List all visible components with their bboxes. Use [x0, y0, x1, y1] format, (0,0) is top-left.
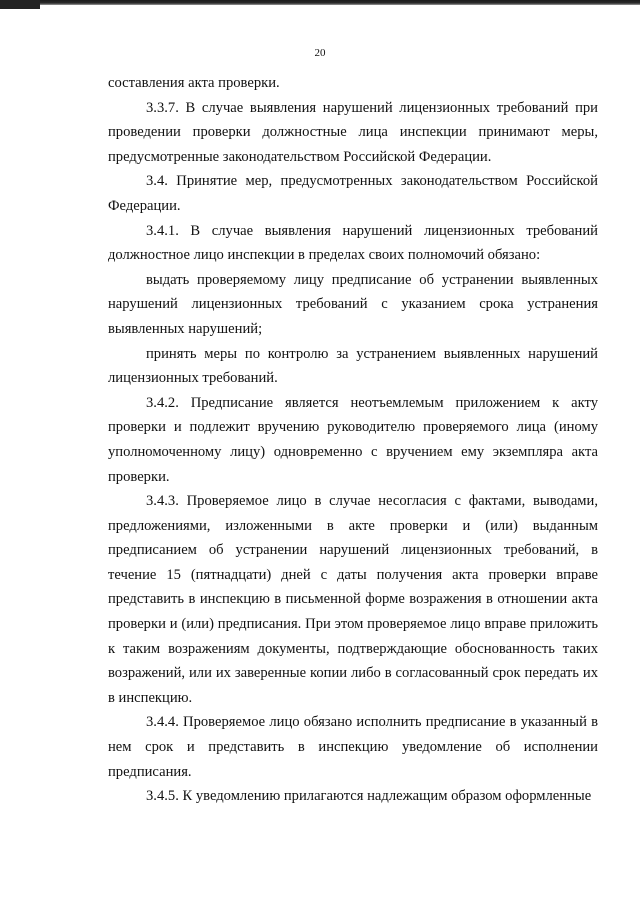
paragraph-list-item-issue-order: выдать проверяемому лицу предписание об устранении выявленных нарушений лицензионных требований с указанием срока устранения выявленных нарушений;	[108, 271, 598, 337]
paragraph-3-4-3: 3.4.3. Проверяемое лицо в случае несогласия с фактами, выводами, предложениями, изложенными в акте проверки и (или) выданным предписанием об устранении нарушений лицензионных требований, в течение 15 (пятнадцати) дней с даты получения акта проверки вправе представить в инспекцию в письменной форме возражения в отношении акта проверки и (или) предписания. При этом проверяемое лицо вправе приложить к таким возражениям документы, подтверждающие обоснованность таких возражений, или их заверенные копии либо в согласованный срок передать их в инспекцию.	[108, 493, 598, 706]
paragraph-3-4: 3.4. Принятие мер, предусмотренных законодательством Российской Федерации.	[108, 173, 598, 214]
paragraph-3-4-1: 3.4.1. В случае выявления нарушений лицензионных требований должностное лицо инспекции в пределах своих полномочий обязано:	[108, 222, 598, 264]
document-body	[108, 71, 598, 809]
paragraph-continuation: составления акта проверки.	[108, 75, 280, 91]
paragraph-3-4-2: 3.4.2. Предписание является неотъемлемым приложением к акту проверки и подлежит вручению руководителю проверяемого лица (иному уполномоченному лицу) одновременно с вручением ему экземпляра акта проверки.	[108, 394, 598, 485]
scan-corner-shadow	[0, 0, 40, 9]
paragraph-3-4-5: 3.4.5. К уведомлению прилагаются надлежащим образом оформленные	[146, 788, 592, 805]
page-number: 20	[314, 47, 326, 59]
scan-top-edge	[0, 0, 640, 5]
paragraph-3-3-7: 3.3.7. В случае выявления нарушений лицензионных требований при проведении проверки должностные лица инспекции принимают меры, предусмотренные законодательством Российской Федерации.	[108, 99, 598, 165]
paragraph-3-4-4: 3.4.4. Проверяемое лицо обязано исполнить предписание в указанный в нем срок и представить в инспекцию уведомление об исполнении предписания.	[108, 714, 598, 780]
paragraph-list-item-control: принять меры по контролю за устранением выявленных нарушений лицензионных требований.	[108, 345, 598, 387]
